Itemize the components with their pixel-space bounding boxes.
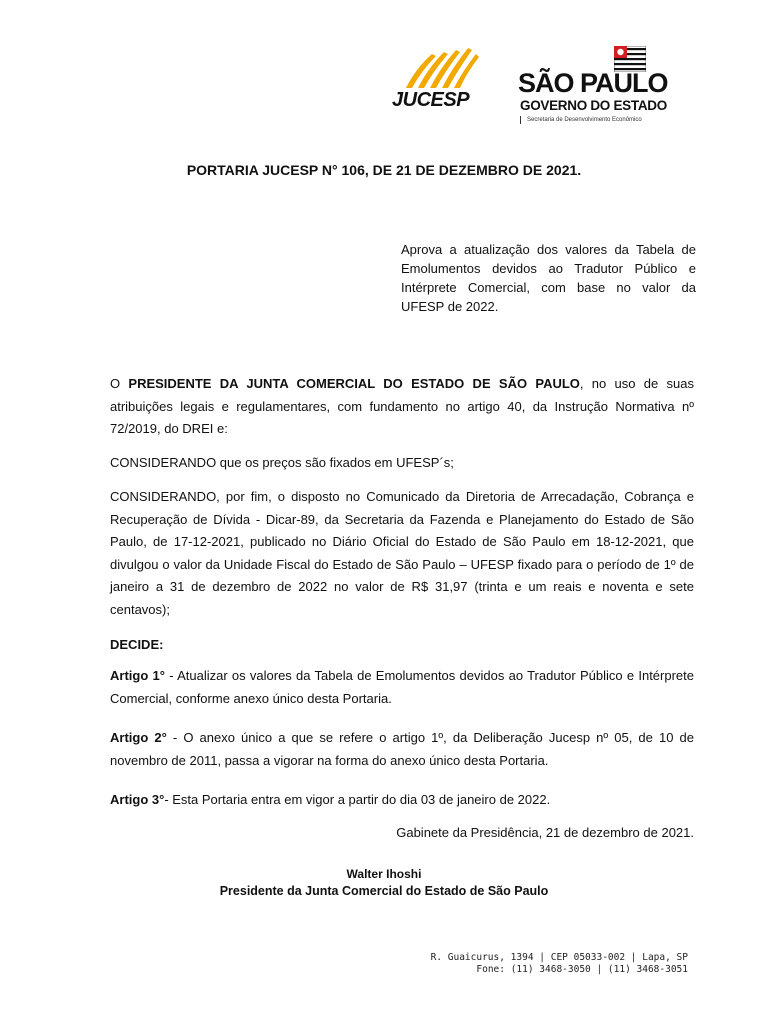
- signer-name: Walter Ihoshi: [346, 867, 422, 881]
- artigo-3-label: Artigo 3°: [110, 792, 165, 807]
- artigo-2-label: Artigo 2°: [110, 730, 167, 745]
- jucesp-rays-icon: [402, 46, 482, 90]
- jucesp-logo-text: JUCESP: [392, 89, 470, 111]
- artigo-1-label: Artigo 1°: [110, 668, 165, 683]
- preamble-authority: PRESIDENTE DA JUNTA COMERCIAL DO ESTADO DE SÃO PAULO: [128, 376, 580, 391]
- sp-logo-secretaria: Secretaria de Desenvolvimento Econômico: [520, 116, 642, 124]
- sp-logo-subtitle: GOVERNO DO ESTADO: [520, 98, 667, 113]
- artigo-3: [110, 789, 694, 812]
- signer-role: Presidente da Junta Comercial do Estado de São Paulo: [219, 884, 549, 898]
- sp-government-logo: [518, 44, 688, 128]
- document-title: PORTARIA JUCESP N° 106, DE 21 DE DEZEMBRO DE 2021.: [186, 162, 582, 178]
- preamble-paragraph: [110, 373, 694, 441]
- footer-address: R. Guaicurus, 1394 | CEP 05033-002 | Lapa, SP: [430, 952, 688, 963]
- jucesp-logo: [388, 46, 488, 110]
- artigo-3-text: - Esta Portaria entra em vigor a partir do dia 03 de janeiro de 2022.: [164, 792, 551, 807]
- sp-logo-title: SÃO PAULO: [518, 68, 668, 98]
- considerando-2: CONSIDERANDO, por fim, o disposto no Comunicado da Diretoria de Arrecadação, Cobrança e Recuperação de Dívida - Dicar-89, da Secretaria da Fazenda e Planejamento do Estado de São Paulo, de 17-12-2021, publicado no Diário Oficial do Estado de São Paulo em 18-12-2021, que divulgou o valor da Unidade Fiscal do Estado de São Paulo – UFESP fixado para o período de 1º de janeiro a 31 de dezembro de 2022 no valor de R$ 31,97 (trinta e um reais e noventa e sete centavos);: [110, 489, 694, 617]
- footer-phone: Fone: (11) 3468-3050 | (11) 3468-3051: [476, 964, 688, 975]
- closing-date: Gabinete da Presidência, 21 de dezembro de 2021.: [396, 825, 694, 840]
- ementa: Aprova a atualização dos valores da Tabela de Emolumentos devidos ao Tradutor Público e Intérprete Comercial, com base no valor da UFESP de 2022.: [401, 242, 696, 314]
- artigo-2: [110, 727, 694, 772]
- footer-contact: [431, 952, 688, 976]
- artigo-1: [110, 665, 694, 710]
- considerando-1: CONSIDERANDO que os preços são fixados em UFESP´s;: [110, 455, 454, 470]
- artigo-1-text: - Atualizar os valores da Tabela de Emolumentos devidos ao Tradutor Público e Intérprete Comercial, conforme anexo único desta Portaria.: [110, 668, 694, 706]
- decide-heading: DECIDE:: [110, 637, 164, 652]
- preamble-post: , no uso de suas atribuições legais e regulamentares, com fundamento no artigo 40, da Instrução Normativa nº 72/2019, do DREI e:: [110, 376, 694, 436]
- preamble-pre: O: [110, 376, 129, 391]
- artigo-2-text: - O anexo único a que se refere o artigo 1º, da Deliberação Jucesp nº 05, de 10 de novembro de 2011, passa a vigorar na forma do anexo único desta Portaria.: [110, 730, 694, 768]
